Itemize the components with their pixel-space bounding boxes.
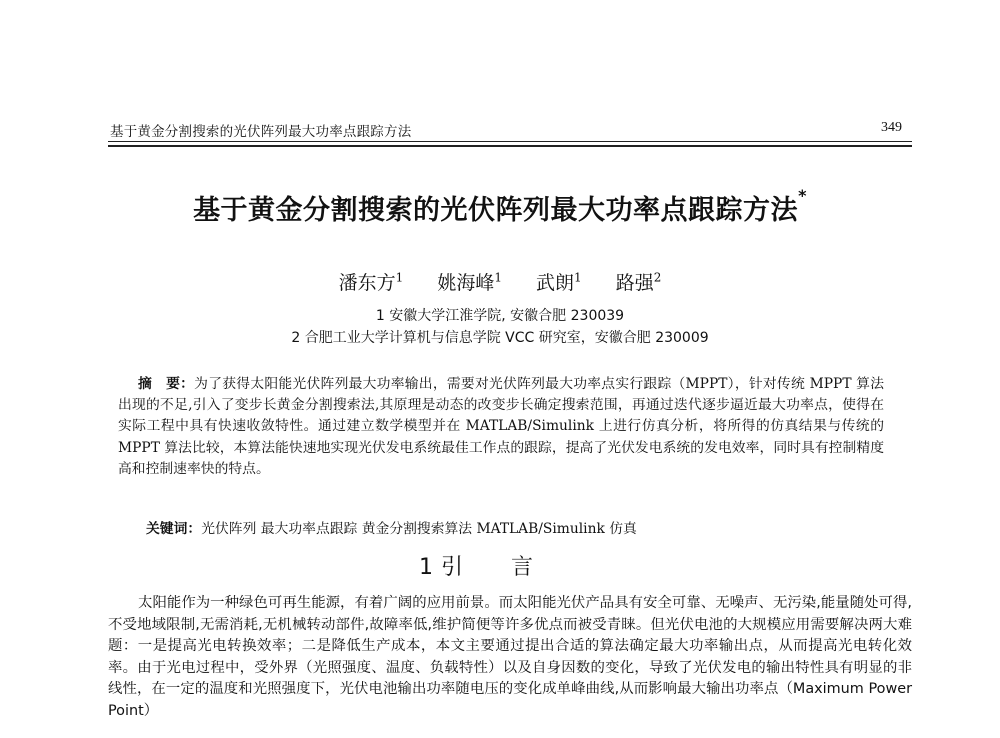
author-list: [100, 268, 900, 295]
article-title: [100, 188, 900, 227]
abstract-text: 为了获得太阳能光伏阵列最大功率输出，需要对光伏阵列最大功率点实行跟踪（MPPT），针对传统 MPPT 算法出现的不足,引入了变步长黄金分割搜索法,其原理是动态的改变步长确定搜索范围，再通过迭代逐步逼近最大功率点，使得在实际工程中具有快速收敛特性。通过建立数学模型并在 MATLAB/Simulink 上进行仿真分析，将所得的仿真结果与传统的 MPPT 算法比较，本算法能快速地实现光伏发电系统最佳工作点的跟踪，提高了光伏发电系统的发电效率，同时具有控制精度高和控制速率快的特点。: [118, 376, 885, 477]
author: 姚海峰$^1$: [437, 270, 502, 294]
body-paragraph: [108, 593, 912, 722]
header-rule-thick: [108, 145, 912, 147]
section-number: 1: [418, 555, 433, 580]
running-title: 基于黄金分割搜索的光伏阵列最大功率点跟踪方法: [110, 124, 412, 140]
author: 武朗$^1$: [536, 270, 582, 294]
running-header: [110, 120, 910, 142]
keywords: [146, 517, 886, 537]
page-number: 349: [881, 120, 902, 135]
section-title: 引言: [440, 555, 581, 580]
keywords-text: 光伏阵列 最大功率点跟踪 黄金分割搜索算法 MATLAB/Simulink 仿真: [201, 521, 637, 537]
section-heading: [100, 550, 900, 581]
body-paragraph-text: 太阳能作为一种绿色可再生能源，有着广阔的应用前景。而太阳能光伏产品具有安全可靠、无噪声、无污染,能量随处可得,不受地域限制,无需消耗,无机械转动部件,故障率低,维护简便等许多优点而被受青睐。但光伏电池的大规模应用需要解决两大难题：一是提高光电转换效率；二是降低生产成本，本文主要通过提出合适的算法确定最大功率输出点，从而提高光电转化效率。由于光电过程中，受外界（光照强度、温度、负载特性）以及自身因数的变化，导致了光伏发电的输出特性具有明显的非线性，在一定的温度和光照强度下，光伏电池输出功率随电压的变化成单峰曲线,从而影响最大输出功率点（Maximum Power Point）: [108, 595, 912, 719]
abstract: [118, 374, 884, 480]
affiliation-2: 2 合肥工业大学计算机与信息学院 VCC 研究室，安徽合肥 230009: [291, 330, 709, 346]
article-title-text: 基于黄金分割搜索的光伏阵列最大功率点跟踪方法: [193, 195, 799, 226]
title-footnote-mark: *: [798, 186, 807, 205]
author: 潘东方$^1$: [338, 270, 404, 294]
abstract-label: 摘 要：: [138, 376, 195, 392]
author: 路强$^2$: [615, 270, 662, 294]
header-rule-thin: [108, 141, 912, 142]
affiliation-1: 1 安徽大学江淮学院, 安徽合肥 230039: [375, 308, 625, 324]
keywords-label: 关键词：: [146, 521, 202, 537]
